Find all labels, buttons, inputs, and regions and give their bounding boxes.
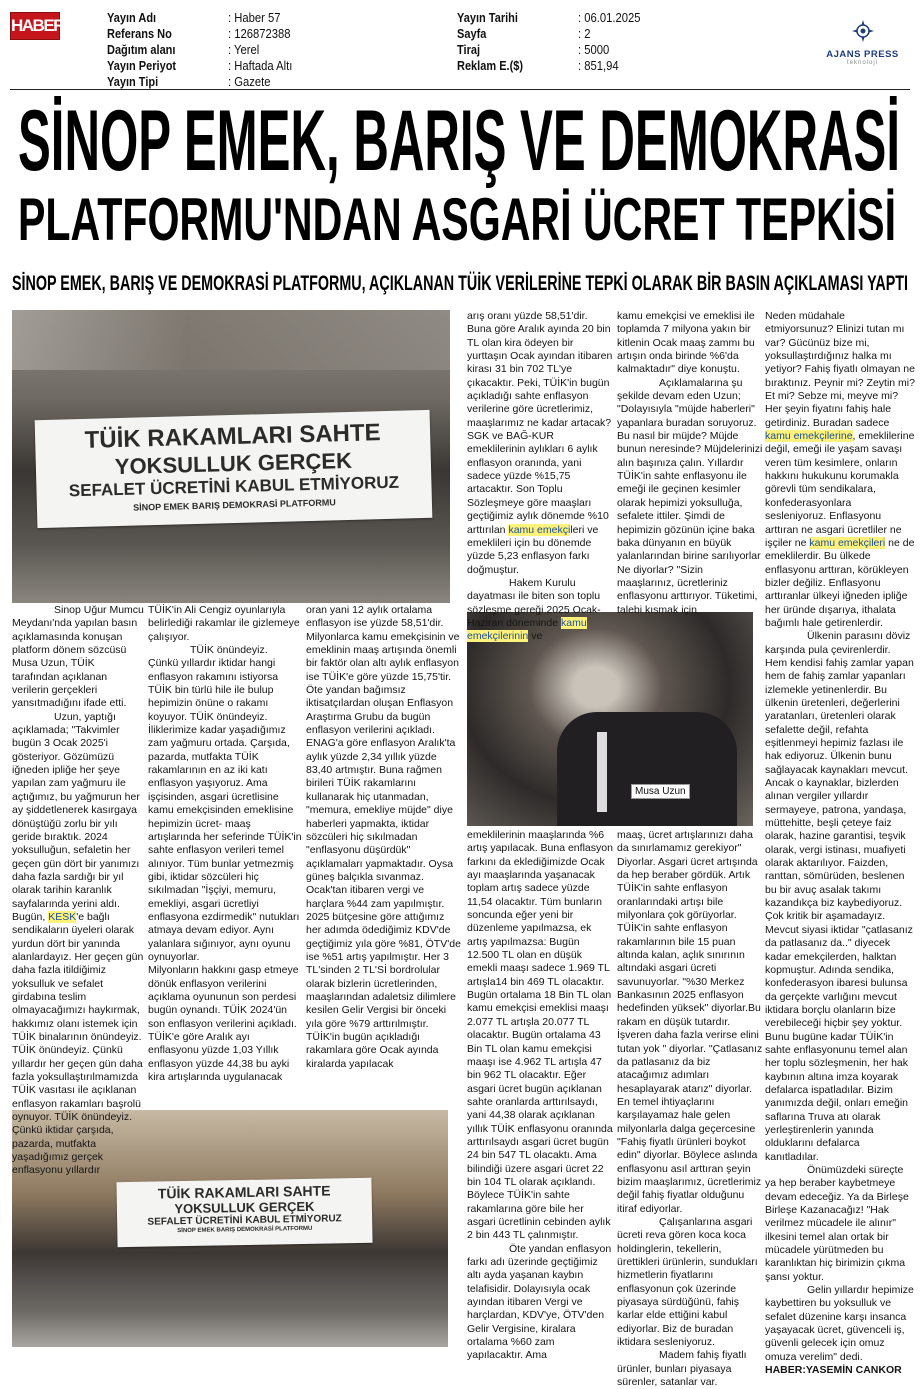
meta-label: Reklam E.($) bbox=[457, 59, 524, 73]
paragraph bbox=[12, 711, 144, 1178]
compass-icon bbox=[852, 20, 874, 42]
paragraph bbox=[617, 1349, 763, 1389]
banner-line: YOKSULLUK GERÇEK bbox=[114, 447, 353, 480]
meta-label: Yayın Tarihi bbox=[457, 11, 518, 25]
paragraph bbox=[12, 604, 144, 711]
headline-block bbox=[0, 95, 920, 295]
text-run: Neden müdahale etmiyorsunuz? Elinizi tutan mı var? Gücünüz bize mi, yoksullaştırdığınız halka mı yetiyor? Fahiş fiyatlı olmayan ne bıraktınız. Peynir mi? Zeytin mi? Et mi? Sebze mi, meyve mi? Her şeyin fiyatını fahiş hale getirdiniz. Buradan sadece bbox=[765, 310, 915, 429]
meta-value: : 06.01.2025 bbox=[578, 11, 641, 25]
paragraph bbox=[765, 1164, 915, 1284]
text-run: Sinop Uğur Mumcu Meydanı'nda yapılan basın açıklamasında konuşan platform dönem sözcüsü Musa Uzun, TÜİK tarafından açıklanan verilerin gerçekleri yansıtmadığını ifade etti. bbox=[12, 604, 144, 710]
banner-line: SİNOP EMEK BARIŞ DEMOKRASİ PLATFORMU bbox=[177, 1225, 313, 1235]
paragraph bbox=[617, 1216, 763, 1349]
right-metadata bbox=[0, 0, 800, 90]
article-column-4-top bbox=[467, 310, 613, 643]
meta-value: : 126872388 bbox=[228, 27, 291, 41]
banner-line: SEFALET ÜCRETİNİ KABUL ETMİYORUZ bbox=[147, 1213, 342, 1228]
banner-line: YOKSULLUK GERÇEK bbox=[174, 1198, 315, 1217]
header-divider bbox=[10, 89, 910, 90]
speaker-jacket bbox=[557, 712, 737, 826]
article-column-6 bbox=[765, 310, 915, 1377]
text-run: maaş, ücret artışlarınızı daha da sınırlamamız gerekiyor" Diyorlar. Asgari ücret artışında da hep beraber gördük. Artık TÜİK'in sahte enflasyon oranlarındaki artışı bile milyonlara çok görüyorlar. TÜİK'in sahte enflasyon rakamlarının bile 15 puan altında kalan, açlık sınırının altındaki asgari ücreti savunuyorlar. "%30 Merkez Bankasının 2025 enflasyon hedefinden yüksek" diyorlar.Bu rakam en düşük tutardır. İşveren daha fazla verirse elini tutan yok " diyorlar. "Çatlasanız da patlasanız da biz atacağımız adımları hesaplayarak atarız" diyorlar. En temel ihtiyaçlarını karşılayamaz hale gelen milyonlarla dalga geçercesine "Fahiş fiyatlı ürünleri boykot edin" diyorlar. Böylece aslında enflasyonu asıl arttıran şeyin bizim maaşlarımız, ücretlerimiz değil fahiş fiyatlar olduğunu itiraf ediyorlar. bbox=[617, 829, 763, 1215]
meta-label: Yayın Tipi bbox=[107, 75, 159, 89]
agency-subtitle: teknoloji bbox=[846, 60, 878, 66]
text-run: emeklilerinin maaşlarında %6 artış yapılacak. Buna enflasyon farkını da eklediğimizde Ocak ayı maaşlarında yaşanacak toplam artış sadece yüzde 11,54 olacaktır. Tüm bunların soncunda eğer yeni bir düzenleme yapılmazsa, ek artış yapılmazsa: Bugün 12.500 TL olan en düşük emekli maaşı sadece 1.969 TL artışla14 bin 469 TL olacaktır. Bugün ortalama 18 Bin TL olan kamu emekçisi emeklisi maaşı 2.077 TL artışla 20.077 TL olacaktır. Bugün ortalama 43 Bin TL olan kamu emekçisi maaşı ise 4.962 TL artışla 47 bin 962 TL olacaktır. Eğer asgari ücret bugün açıklanan sahte oranlarda arttırılsaydı, yani 44,38 olarak açıklanan yıllık TÜİK enflasyonu oranında arttırılsaydı asgari ücret bugün 24 bin 547 TL olacaktı. Ama bilindiği üzere asgari ücret 22 bin 104 TL olarak açıklandı. Böylece TÜİK'in sahte rakamlarına göre bile her asgari ücretlinin cebinden aylık 2 bin 443 TL çalınmıştır. bbox=[467, 829, 613, 1242]
text-run: Öte yandan enflasyon farkı adı üzerinde geçtiğimiz altı ayda yaşanan kaybın telafisidir. Dolayısıyla ocak ayından itibaren Vergi ve harçlardan, KDV'ye, ÖTV'den Gelir Vergisine, kiralara ortalama %60 zam yapılacaktır. Ama bbox=[467, 1242, 612, 1362]
byline: HABER:YASEMİN CANKOR bbox=[765, 1364, 902, 1377]
text-run: ve bbox=[528, 630, 543, 643]
paragraph bbox=[467, 1243, 613, 1363]
paragraph bbox=[306, 604, 462, 1071]
paragraph bbox=[148, 964, 302, 1084]
text-run: Uzun, yaptığı açıklamada; "Takvimler bugün 3 Ocak 2025'i gösteriyor. Gözümüzü iğneden ipliğe her şeye yapılan zam yağmuru ile açtığımız, bu yağmurun her ay şiddetlenerek kasırgaya dönüştüğü zorlu bir yılı geride bıraktık. 2024 yoksulluğun, sefaletin her geçen gün dört bir yanımızı daha fazla sardığı bir yıl olarak tarihin karanlık sayfalarında yerini aldı. Bugün, bbox=[12, 710, 140, 923]
article-column-5-top bbox=[617, 310, 763, 616]
paragraph bbox=[148, 604, 302, 644]
wall-background bbox=[12, 310, 450, 370]
text-run: Açıklamalarına şu şekilde devam eden Uzun; "Dolayısıyla "müjde haberleri" yapanlara buradan soruyoruz. Bu nasıl bir müjde? Müjde bunun neresinde? Müjdelerinizi alın başınıza çalın. Yıllardır TÜİK'in sahte enflasyonu ile emeği ile geçinen kesimler olarak hepimizi yoksulluğa, sefalete ittiler. Şimdi de hepimizin gözünün içine baka baka dünyanın en büyük yalanlarından birine sarılıyorlar Ne diyorlar? "Sizin maaşlarınız, ücretleriniz enflasyonu arttırıyor. Tüketimi, talebi kısmak için bbox=[617, 376, 763, 616]
paragraph bbox=[467, 310, 613, 577]
paragraph bbox=[148, 657, 302, 964]
meta-value: : 2 bbox=[578, 27, 591, 41]
microphone-icon bbox=[597, 732, 607, 812]
highlighted-keyword: kamu emekçilerine bbox=[765, 430, 853, 443]
publication-logo: HABER57 bbox=[10, 12, 60, 40]
text-run: leri ve emeklileri için bu dönemde yüzde 5,23 enflasyon farkı doğmuştur. bbox=[467, 523, 599, 576]
text-run: Hakem Kurulu dayatması ile biten son toplu sözleşme gereği 2025 Ocak-Haziran döneminde bbox=[467, 576, 601, 629]
text-run: Milyonların hakkını gasp etmeye dönük enflasyon verilerini açıklama oyununun son perdesi bugün oynandı. TÜİK 2024'ün son enflasyon verilerini açıkladı. TÜİK'e göre Aralık ayı enflasyonu yüzde 1,03 Yıllık enflasyon yüzde 44,38 bu ayki kira artışlarında uygulanacak bbox=[148, 964, 299, 1084]
highlighted-keyword: KESK bbox=[48, 910, 77, 923]
agency-logo bbox=[815, 20, 910, 65]
text-run: TÜİK'in Ali Cengiz oyunlarıyla belirlediği rakamlar ile gizlemeye çalışıyor. bbox=[148, 604, 300, 643]
paragraph bbox=[467, 829, 613, 1243]
headline-line-2: PLATFORMU'NDAN ASGARİ ÜCRET TEPKİSİ bbox=[18, 186, 896, 253]
meta-value: : Haber 57 bbox=[228, 11, 281, 25]
article-column-2 bbox=[148, 604, 302, 1104]
text-run: TÜİK önündeyiz. bbox=[190, 644, 268, 657]
paragraph bbox=[765, 630, 915, 1164]
banner-line: TÜİK RAKAMLARI SAHTE bbox=[157, 1182, 331, 1202]
meta-value: : 5000 bbox=[578, 43, 610, 57]
banner-line: TÜİK RAKAMLARI SAHTE bbox=[84, 419, 381, 454]
paragraph bbox=[765, 310, 915, 630]
paragraph bbox=[617, 310, 763, 377]
highlighted-keyword: kamu emekçilerinin bbox=[467, 616, 587, 643]
meta-value: : Haftada Altı bbox=[228, 59, 293, 73]
text-run: Gelin yıllardır hepimize kaybettiren bu yoksulluk ve sefalet düzenine karşı insanca yaşayacak ücret, güvenceli iş, güvenli gelecek için omuz omuza verelim" dedi. bbox=[765, 1284, 914, 1363]
text-run: Çünkü yıllardır iktidar hangi enflasyon rakamını istiyorsa TÜİK bin türlü hile ile bulup hepimizin önüne o rakamı koyuyor. TÜİK önündeyiz. İliklerimize kadar yaşadığımız zam yağmuru ortada. Çarşıda, pazarda, mutfakta TÜİK rakamlarının en az iki katı enflasyon yaşıyoruz. Ama işçisinden, asgari ücretlisine kamu emekçisinden emeklisine hepimizin ücret- maaş artışlarında her seferinde TÜİK'in sahte enflasyon verileri temel alınıyor. Tüm bunlar yetmezmiş gibi, iktidar sözcüleri hiç sıkılmadan "İşçiyi, memuru, emekliyi, asgari ücretliyi enflasyona ezdirmedik" nutukları atmaya devam ediyor. Aynı yalanlara sığınıyor, aynı oyunu oynuyorlar. bbox=[148, 657, 302, 963]
text-run: Ülkenin parasını döviz karşında pula çevirenlerdir. Hem kendisi fahiş zamlar yapan hem de fahiş zamlar yapanları izlemekle yetinenlerdir. Bu ülkenin üretenleri, değerlerini yaratanları, üretenleri olarak sefalette değil, refahta eşitlenmeyi hepimiz fazlası ile hak ediyoruz. Ülkenin bunu sağlayacak kaynakları mevcut. Ancak o kaynaklar, bizlerden alınan vergiler yıllardır sermayeye, patrona, yandaşa, müttehitte, beşli çeteye faiz olarak, hazine garantisi, teşvik olarak, vergi istinası, muafiyeti olarak aktarılıyor. Faizden, ranttan, sömürüden, beslenen bu bir avuç asalak takımı kazandıkça biz kaybediyoruz. Çok kritik bir aşamadayız. Mevcut siyasi iktidar "çatlasanız da patlasanız da.." diyecek kadar emekçilerden, halktan kopmuştur. Adında sendika, konfederasyon ibaresi bulunsa da gerçekte varlığını mevcut iktidara borçlu olanların bize verebileceği hiçbir şey yoktur. Bunu bugüne kadar TÜİK'in sahte enflasyonunu temel alan her toplu sözleşmenin, her hak kaybının altına imza koyarak defalarca ispatladılar. Bizim yanımızda değil, onları emeğin saflarına Truva atı olarak yerleştirenlerin yanında olduklarını defalarca kanıtladılar. bbox=[765, 630, 914, 1163]
text-run: kamu emekçisi ve emeklisi ile toplamda 7 milyona yakın bir kitlenin Ocak maaş zammı bu artışın onda birinde %6'da kalmaktadır" diye konuştu. bbox=[617, 310, 755, 376]
meta-value: : 851,94 bbox=[578, 59, 619, 73]
highlighted-keyword: kamu emekçi bbox=[508, 523, 571, 536]
text-run: Madem fahiş fiyatlı ürünler, bunları piyasaya sürenler, satanlar var. bbox=[617, 1349, 747, 1389]
speaker-photo bbox=[467, 612, 753, 826]
banner-line: SİNOP EMEK BARIŞ DEMOKRASİ PLATFORMU bbox=[133, 497, 336, 513]
text-run: , emeklilerine değil, emeği ile yaşam savaşı veren tüm kesimlere, onların hakkını hukukunu korumakla görevli tüm sendikalara, konfederasyonlara sesleniyoruz. Enflasyonu arttıran ne asgari ücretliler ne işçiler ne bbox=[765, 430, 915, 549]
banner-line: SEFALET ÜCRETİNİ KABUL ETMİYORUZ bbox=[68, 472, 400, 501]
protest-banner bbox=[35, 410, 433, 528]
meta-label: Yayın Periyot bbox=[107, 59, 177, 73]
meta-label: Yayın Adı bbox=[107, 11, 157, 25]
text-run: arış oranı yüzde 58,51'dir. Buna göre Aralık ayında 20 bin TL olan kira ödeyen bir yurttaşın Ocak ayından itibaren kirası 31 bin 702 TL'ye çıkacaktır. Peki, TÜİK'in bugün açıkladığı sahte enflasyon verilerine göre ücretlerimiz, maaşlarımız ne kadar artacak? SGK ve BAĞ-KUR emeklilerinin aylıkları 6 aylık enflasyon oranında, yani sadece yüzde %15,75 artacaktır. Son Toplu Sözleşmeye göre maaşları geçtiğimiz aylık dönemde %10 arttırılan bbox=[467, 310, 613, 536]
text-run: oran yani 12 aylık ortalama enflasyon ise yüzde 58,51'dir. Milyonlarca kamu emekçisinin ve emeklinin maaş artışında önemli bir faktör olan altı aylık enflasyon ise TÜİK'e göre yüzde 15,75'tir. Öte yandan bağımsız iktisatçılardan oluşan Enflasyon Araştırma Grubu da bugün enflasyon verilerini açıkladı. ENAG'a göre enflasyon Aralık'ta aylık yüzde 2,34 yıllık yüzde 83,40 artmıştır. Buna rağmen birileri TÜİK rakamlarını kullanarak hiç utanmadan, "memura, emekliye müjde" diye haberleri yapmakta, iktidar sözcüleri hiç sıkılmadan "enflasyonu düşürdük" açıklamaları yapmaktadır. Oysa güneş balçıkla sıvanmaz. Ocak'tan itibaren vergi ve harçlara %44 zam yapılmıştır. 2025 bütçesine göre attığımız her adımda ödediğimiz KDV'de geçtiğimiz yıla göre %81, ÖTV'de ise %51 artış yapılmıştır. Her 3 TL'sinden 2 TL'Sİ bordrolular olarak bizlerin ücretlerinden, maaşlarından adaletsiz dilimlere kesilen Gelir Vergisi bir önceki yıla göre %79 arttırılmıştır. TÜİK'in bugün açıkladığı rakamlara göre Ocak ayında kiralarda yapılacak bbox=[306, 604, 461, 1070]
meta-label: Tiraj bbox=[457, 43, 481, 57]
article-column-4-bottom bbox=[467, 829, 613, 1362]
text-run: ne de emeklilerdir. Bu ülkede enflasyonu arttıran, körükleyen bizler değiliz. Enflasyonu arttıranlar ülkeyi iğneden ipliğe her üründe dışarıya, ithalata bağımlı hale getirenlerdir. bbox=[765, 536, 915, 629]
protest-banner bbox=[116, 1178, 372, 1247]
article-column-1 bbox=[12, 604, 144, 1177]
paragraph bbox=[148, 644, 302, 657]
text-run: 'e bağlı sendikaların üyeleri olarak yurdun dört bir yanında alanlardayız. Her geçen gün daha fazla itildiğimiz yoksulluk ve sefalet girdabına teslim olmayacağımızı haykırmak, hakkımız olanı istemek için TÜİK binalarının önündeyiz. TÜİK önündeyiz. Çünkü yıllardır her geçen gün daha fazla yoksullaştırılmamızda TÜİK vasıtası ile açıklanan enflasyon rakamları başrolü oynuyor. TÜİK önündeyiz. Çünkü iktidar çarşıda, pazarda, mutfakta yaşadığımız gerçek enflasyonu yıllardır bbox=[12, 910, 144, 1177]
text-run: Çalışanlarına asgari ücreti reva gören koca koca holdinglerin, tekellerin, ürettikleri ürünlerin, sundukları hizmetlerin fiyatlarını enflasyonun çok üzerinde piyasaya sürdüğünü, fahiş karlar elde ettiğini kabul ediyorlar. Biz de buradan iktidara sesleniyoruz. bbox=[617, 1215, 758, 1349]
meta-value: : Yerel bbox=[228, 43, 260, 57]
meta-value: : Gazete bbox=[228, 75, 271, 89]
paragraph bbox=[617, 829, 763, 1216]
highlighted-keyword: kamu emekçileri bbox=[809, 536, 886, 549]
photo-caption: Musa Uzun bbox=[631, 784, 690, 799]
meta-label: Dağıtım alanı bbox=[107, 43, 176, 57]
paragraph bbox=[617, 377, 763, 617]
meta-label: Sayfa bbox=[457, 27, 487, 41]
article-column-3 bbox=[306, 604, 462, 1104]
meta-label: Referans No bbox=[107, 27, 172, 41]
agency-brand: AJANS PRESS bbox=[826, 49, 899, 60]
headline-line-1: SİNOP EMEK, BARIŞ VE DEMOKRASİ bbox=[18, 93, 900, 189]
paragraph bbox=[467, 577, 613, 644]
subheadline: SİNOP EMEK, BARIŞ VE DEMOKRASİ PLATFORMU, AÇIKLANAN TÜİK VERİLERİNE TEPKİ OLARAK BİR BASIN AÇIKLAMASI YAPTI bbox=[12, 272, 908, 295]
paragraph bbox=[765, 1284, 915, 1364]
protest-photo-main bbox=[12, 310, 450, 603]
text-run: Önümüzdeki süreçte ya hep beraber kaybetmeye devam edeceğiz. Ya da Birleşe Birleşe Kazanacağız! "Hak verilmez mücadele ile alınır" ilkesini temel alan ortak bir mücadele yürütmeden bu karanlıktan hiç birimizin çıkma şansı yoktur. bbox=[765, 1164, 909, 1283]
article-column-5-bottom bbox=[617, 829, 763, 1389]
